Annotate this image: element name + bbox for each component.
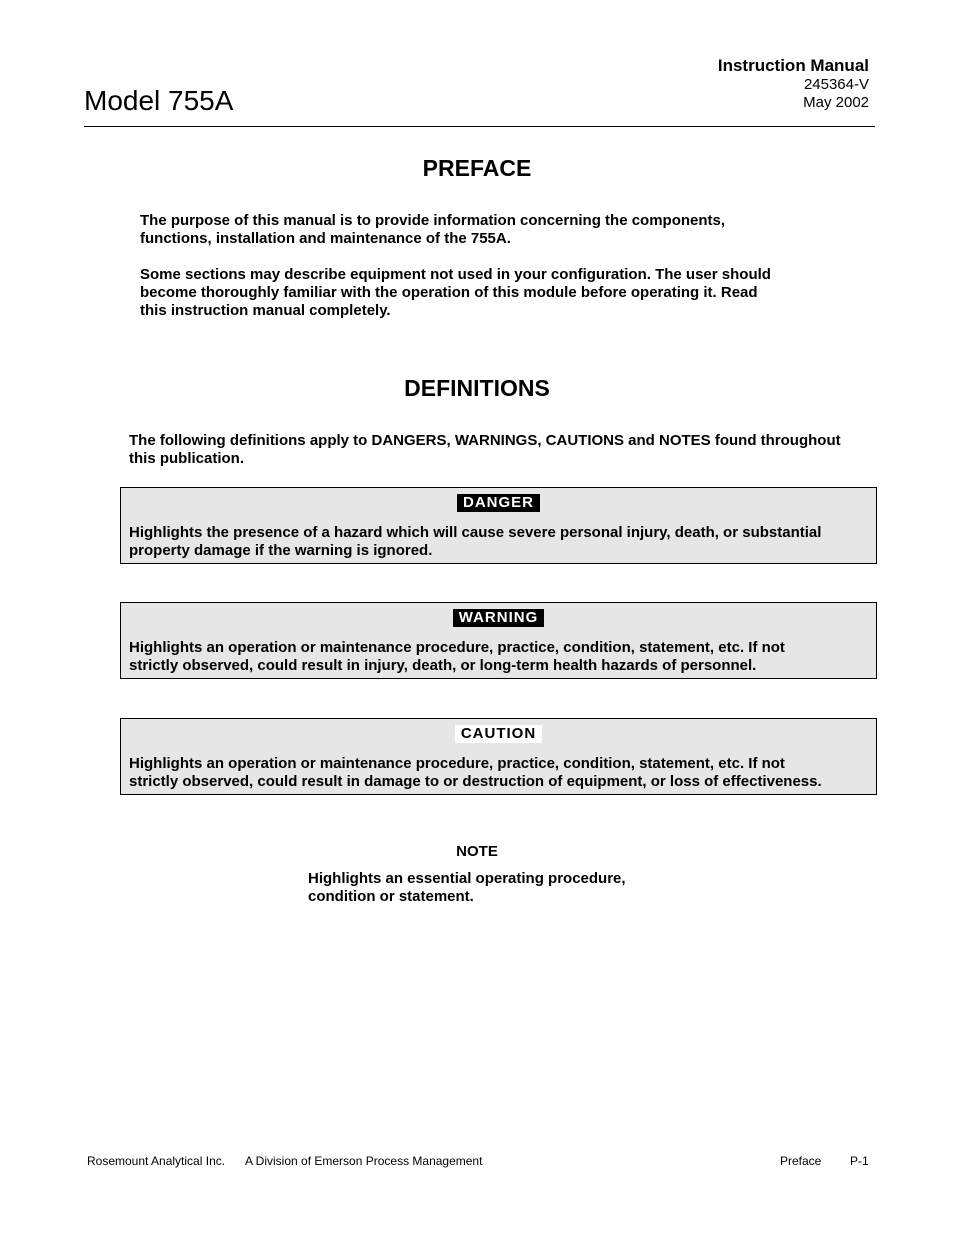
document-date: May 2002	[803, 94, 869, 111]
document-number: 245364-V	[803, 76, 869, 93]
footer-page-number: P-1	[850, 1154, 869, 1168]
document-info	[718, 56, 869, 112]
danger-description: Highlights the presence of a hazard which will cause severe personal injury, death, or substantial property damage if the warning is ignored.	[129, 524, 822, 559]
warning-label: WARNING	[453, 609, 545, 627]
footer-company: Rosemount Analytical Inc.	[87, 1154, 226, 1168]
footer-division: A Division of Emerson Process Management	[245, 1154, 483, 1168]
danger-box	[120, 487, 877, 564]
preface-paragraph-2: Some sections may describe equipment not used in your configuration. The user should become thoroughly familiar with the operation of this module before operating it. Read this instruction manual completely.	[140, 266, 771, 319]
caution-description: Highlights an operation or maintenance procedure, practice, condition, statement, etc. If not strictly observed, could result in damage to or destruction of equipment, or loss of effectiveness.	[129, 755, 822, 790]
warning-box	[120, 602, 877, 679]
danger-label: DANGER	[457, 494, 540, 512]
caution-box	[120, 718, 877, 795]
warning-description: Highlights an operation or maintenance procedure, practice, condition, statement, etc. If not strictly observed, could result in injury, death, or long-term health hazards of personnel.	[129, 639, 785, 674]
document-type: Instruction Manual	[717, 56, 869, 75]
caution-label: CAUTION	[455, 725, 542, 743]
preface-paragraph-1: The purpose of this manual is to provide information concerning the components, functions, installation and maintenance of the 755A.	[140, 212, 726, 247]
definitions-intro: The following definitions apply to DANGERS, WARNINGS, CAUTIONS and NOTES found throughout this publication.	[129, 432, 841, 467]
header-divider	[84, 126, 875, 127]
note-description: Highlights an essential operating procedure, condition or statement.	[308, 870, 626, 905]
footer-section: Preface	[780, 1154, 822, 1168]
preface-title: PREFACE	[422, 155, 532, 181]
definitions-title: DEFINITIONS	[404, 375, 550, 401]
note-label: NOTE	[456, 843, 498, 860]
model-title: Model 755A	[84, 85, 234, 116]
